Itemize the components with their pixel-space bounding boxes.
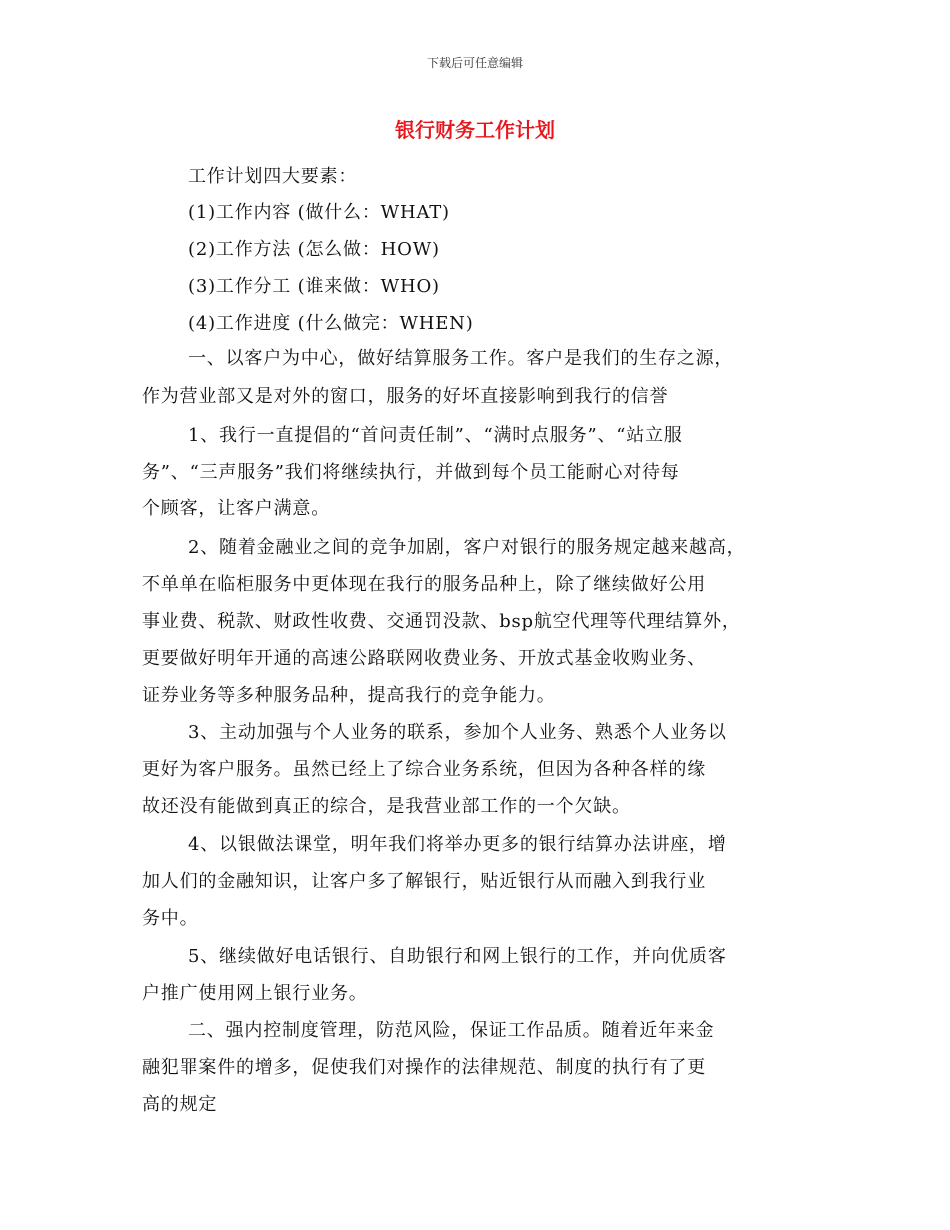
- paragraph-line: 务中。: [142, 908, 199, 929]
- paragraph-line: 2、随着金融业之间的竞争加剧，客户对银行的服务规定越来越高，: [188, 537, 746, 558]
- paragraph-line: 个顾客，让客户满意。: [142, 498, 330, 519]
- paragraph-line: 3、主动加强与个人业务的联系，参加个人业务、熟悉个人业务以: [188, 722, 727, 743]
- paragraph-line: 融犯罪案件的增多，促使我们对操作的法律规范、制度的执行有了更: [142, 1057, 706, 1078]
- paragraph-line: 5、继续做好电话银行、自助银行和网上银行的工作，并向优质客: [188, 946, 727, 967]
- paragraph-line: 加人们的金融知识，让客户多了解银行，贴近银行从而融入到我行业: [142, 871, 706, 892]
- paragraph-line: 二、强内控制度管理，防范风险，保证工作品质。随着近年来金: [188, 1020, 715, 1041]
- paragraph-line: 工作计划四大要素：: [188, 166, 358, 187]
- paragraph-line: 4、以银做法课堂，明年我们将举办更多的银行结算办法讲座，增: [188, 834, 727, 855]
- paragraph-line: 户推广使用网上银行业务。: [142, 983, 368, 1004]
- paragraph-line: (1)工作内容 (做什么：WHAT): [188, 202, 450, 223]
- document-title: 银行财务工作计划: [395, 118, 555, 142]
- paragraph-line: (4)工作进度 (什么做完：WHEN): [188, 313, 474, 334]
- page-header: 下载后可任意编辑: [426, 56, 523, 70]
- paragraph-line: 务”、“三声服务”我们将继续执行，并做到每个员工能耐心对待每: [142, 462, 680, 483]
- paragraph-line: 作为营业部又是对外的窗口，服务的好坏直接影响到我行的信誉: [142, 386, 669, 407]
- paragraph-line: 更好为客户服务。虽然已经上了综合业务系统，但因为各种各样的缘: [142, 759, 706, 780]
- paragraph-line: (2)工作方法 (怎么做：HOW): [188, 239, 440, 260]
- paragraph-line: 证券业务等多种服务品种，提高我行的竞争能力。: [142, 685, 556, 706]
- paragraph-line: 不单单在临柜服务中更体现在我行的服务品种上，除了继续做好公用: [142, 574, 706, 595]
- paragraph-line: 高的规定: [142, 1094, 218, 1115]
- paragraph-line: 故还没有能做到真正的综合，是我营业部工作的一个欠缺。: [142, 796, 631, 817]
- paragraph-line: 更要做好明年开通的高速公路联网收费业务、开放式基金收购业务、: [142, 648, 706, 669]
- paragraph-line: 一、以客户为中心，做好结算服务工作。客户是我们的生存之源，: [188, 348, 734, 369]
- paragraph-line: (3)工作分工 (谁来做：WHO): [188, 276, 440, 297]
- paragraph-line: 1、我行一直提倡的“首问责任制”、“满时点服务”、“站立服: [188, 425, 683, 446]
- paragraph-line: 事业费、税款、财政性收费、交通罚没款、bsp航空代理等代理结算外，: [142, 611, 741, 632]
